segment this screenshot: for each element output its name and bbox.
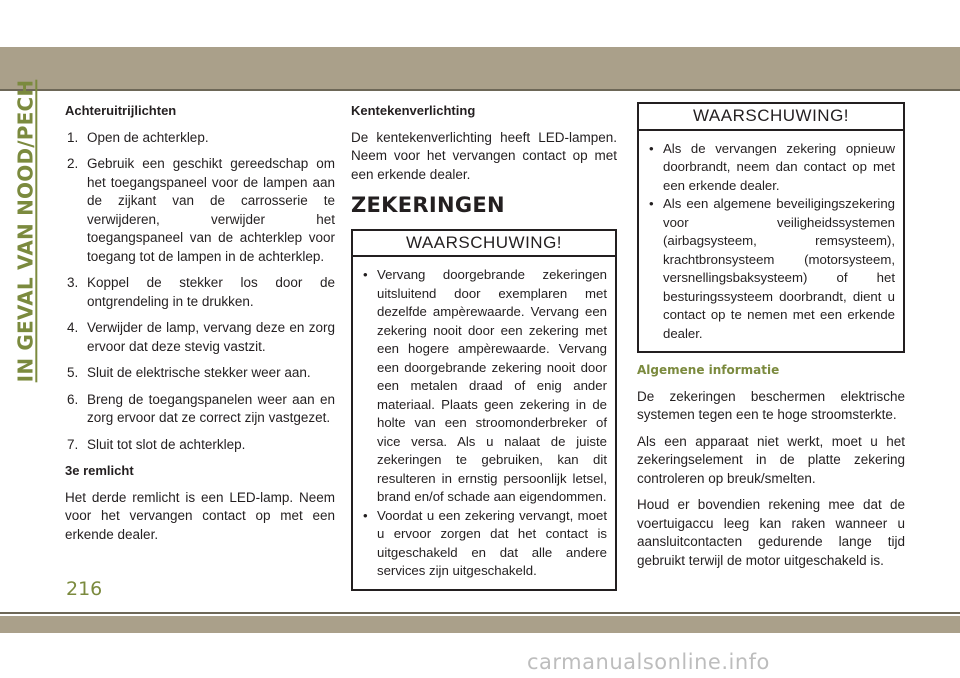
step-item: 4. Verwijder de lamp, vervang deze en zorg ervoor dat deze stevig vastzit. [67,320,335,354]
warning-list [353,257,615,589]
warning-item: • Vervang doorgebrande zekeringen uitsluitend door exemplaren met dezelfde ampèrewaarde. Vervang een zekering nooit door een zekering met een hogere ampèrewaarde. Vervang een doorgebrande zekering nooit door een metalen draad of enig ander materiaal. Plaats geen zekering in de holte van een stroomonderbreker of vice versa. Als u nalaat de juiste zekeringen te gebruiken, kan dit resulteren in ernstig persoonlijk letsel, brand en/of schade aan eigendommen. [361,266,607,507]
page-number: 216 [66,578,103,600]
reversing-lights-steps [65,129,335,455]
general-info-text: Houd er bovendien rekening mee dat de voertuigaccu leeg kan raken wanneer u aansluitcontacten gedurende lange tijd gebruikt terwijl de motor uitgeschakeld is. [637,497,905,568]
third-brake-light-heading: 3e remlicht [65,463,134,478]
step-item: 6. Breng de toegangspanelen weer aan en zorg ervoor dat ze correct zijn vastgezet. [67,391,335,425]
reversing-lights-heading: Achteruitrijlichten [65,103,177,118]
step-item: 5. Sluit de elektrische stekker weer aan. [67,365,311,380]
warning-title: WAARSCHUWING! [639,104,903,131]
license-plate-lights-heading: Kentekenverlichting [351,103,476,118]
section-title-fuses: ZEKERINGEN [351,193,505,217]
general-info-text: De zekeringen beschermen elektrische systemen tegen een te hoge stroomsterkte. [637,388,905,422]
column-right [637,102,905,578]
warning-item: • Voordat u een zekering vervangt, moet u ervoor zorgen dat het contact is uitgeschakeld en dat alle andere services zijn uitgeschakeld. [361,507,607,581]
watermark: carmanualsonline.info [527,650,770,674]
step-item: 3. Koppel de stekker los door de ontgrendeling in te drukken. [67,275,335,309]
warning-list [639,131,903,352]
header-band [0,47,960,89]
third-brake-light-text: Het derde remlicht is een LED-lamp. Neem voor het vervangen contact op met een erkende dealer. [65,489,335,542]
license-plate-lights-text: De kentekenverlichting heeft LED-lampen. Neem voor het vervangen contact op met een erkende dealer. [351,129,617,182]
footer-rule [0,612,960,614]
chapter-side-tab [0,79,50,383]
warning-item: • Als de vervangen zekering opnieuw doorbrandt, neem dan contact op met een erkende dealer. [647,140,895,196]
chapter-title: IN GEVAL VAN NOOD/PECH [13,79,37,383]
step-item: 2. Gebruik een geschikt gereedschap om het toegangspaneel voor de lampen aan de zijkant van de carrosserie te verwijderen, verwijder het toegangspaneel van de achterklep voor toegang tot de lampen in de achterklep. [67,156,335,264]
warning-title: WAARSCHUWING! [353,231,615,258]
step-item: 1. Open de achterklep. [67,129,209,145]
general-info-text: Als een apparaat niet werkt, moet u het zekeringselement in de platte zekering controleren op breuk/smelten. [637,433,905,486]
general-info-heading: Algemene informatie [637,363,780,377]
step-item: 7. Sluit tot slot de achterklep. [67,436,246,452]
warning-box [351,229,617,591]
header-rule [0,89,960,91]
column-left [65,102,335,552]
warning-item: • Als een algemene beveiligingszekering voor veiligheidssystemen (airbagsysteem, remsysteem), krachtbronsysteem (motorsysteem, versnellingsbaksysteem) of het besturingssysteem doorbrandt, dient u contact op te nemen met een erkende dealer. [647,195,895,343]
warning-box [637,102,905,353]
footer-band [0,616,960,633]
column-middle [351,102,617,599]
